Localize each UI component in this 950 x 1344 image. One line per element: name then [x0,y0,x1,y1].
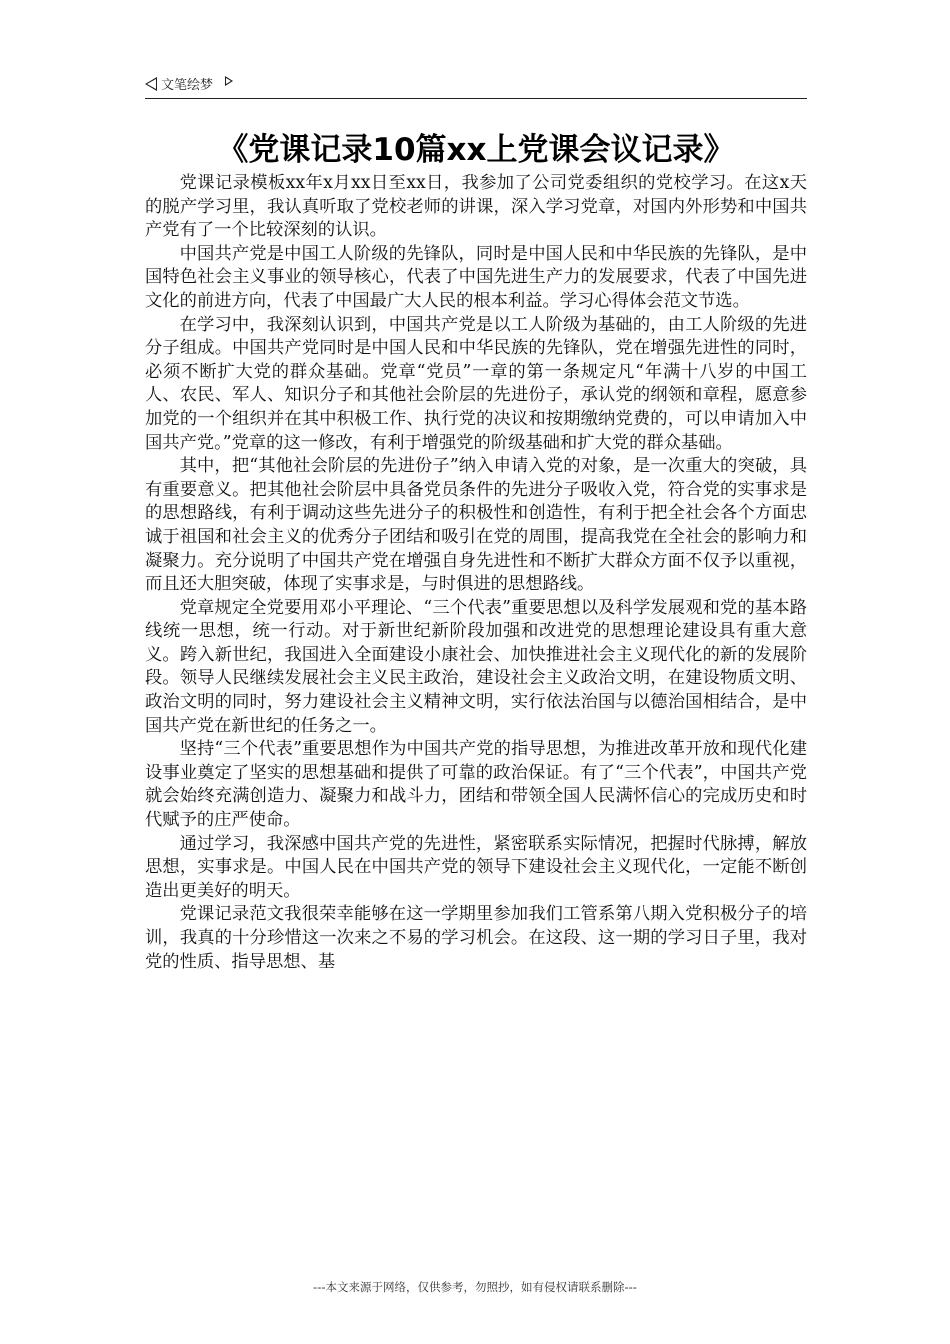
header-brand: 文笔绘梦 [161,78,214,93]
page-header [145,70,807,99]
page-footer: ---本文来源于网络，仅供参考，勿照抄，如有侵权请联系删除--- [313,1280,637,1294]
triangle-right-icon [225,76,233,86]
paragraph: 党课记录模板xx年x月xx日至xx日，我参加了公司党委组织的党校学习。在这x天的脱产学习里，我认真听取了党校老师的讲课，深入学习党章，对国内外形势和中国共产党有了一个比较深刻的认识。 [145,173,807,241]
paragraph: 通过学习，我深感中国共产党的先进性，紧密联系实际情况，把握时代脉搏，解放思想，实事求是。中国人民在中国共产党的领导下建设社会主义现代化，一定能不断创造出更美好的明天。 [145,833,807,901]
paragraph: 在学习中，我深刻认识到，中国共产党是以工人阶级为基础的，由工人阶级的先进分子组成。中国共产党同时是中国人民和中华民族的先锋队，党在增强先进性的同时，必须不断扩大党的群众基础。党章“党员”一章的第一条规定凡“年满十八岁的中国工人、农民、军人、知识分子和其他社会阶层的先进份子，承认党的纲领和章程，愿意参加党的一个组织并在其中积极工作、执行党的决议和按期缴纳党费的，可以申请加入中国共产党。”党章的这一修改，有利于增强党的阶级基础和扩大党的群众基础。 [145,314,807,453]
triangle-left-icon [145,77,157,91]
paragraph: 党章规定全党要用邓小平理论、“三个代表”重要思想以及科学发展观和党的基本路线统一思想，统一行动。对于新世纪新阶段加强和改进党的思想理论建设具有重大意义。跨入新世纪，我国进入全面建设小康社会、加快推进社会主义现代化的新的发展阶段。领导人民继续发展社会主义民主政治，建设社会主义政治文明，在建设物质文明、政治文明的同时，努力建设社会主义精神文明，实行依法治国与以德治国相结合，是中国共产党在新世纪的任务之一。 [145,597,807,736]
paragraph: 其中，把“其他社会阶层的先进份子”纳入申请入党的对象，是一次重大的突破，具有重要意义。把其他社会阶层中具备党员条件的先进分子吸收入党，符合党的实事求是的思想路线，有利于调动这些先进分子的积极性和创造性，有利于把全社会各个方面忠诚于祖国和社会主义的优秀分子团结和吸引在党的周围，提高我党在全社会的影响力和凝聚力。充分说明了中国共产党在增强自身先进性和不断扩大群众方面不仅予以重视，而且还大胆突破，体现了实事求是，与时俱进的思想路线。 [145,456,807,595]
document-title: 《党课记录10篇xx上党课会议记录》 [217,132,735,168]
header-brand-group [145,74,233,93]
document-body [145,172,807,974]
paragraph: 中国共产党是中国工人阶级的先锋队，同时是中国人民和中华民族的先锋队，是中国特色社会主义事业的领导核心，代表了中国先进生产力的发展要求，代表了中国先进文化的前进方向，代表了中国最广大人民的根本利益。学习心得体会范文节选。 [145,243,807,311]
paragraph: 坚持“三个代表”重要思想作为中国共产党的指导思想，为推进改革开放和现代化建设事业奠定了坚实的思想基础和提供了可靠的政治保证。有了“三个代表”，中国共产党就会始终充满创造力、凝聚力和战斗力，团结和带领全国人民满怀信心的完成历史和时代赋予的庄严使命。 [145,739,807,831]
paragraph: 党课记录范文我很荣幸能够在这一学期里参加我们工管系第八期入党积极分子的培训，我真的十分珍惜这一次来之不易的学习机会。在这段、这一期的学习日子里，我对党的性质、指导思想、基 [145,904,807,972]
